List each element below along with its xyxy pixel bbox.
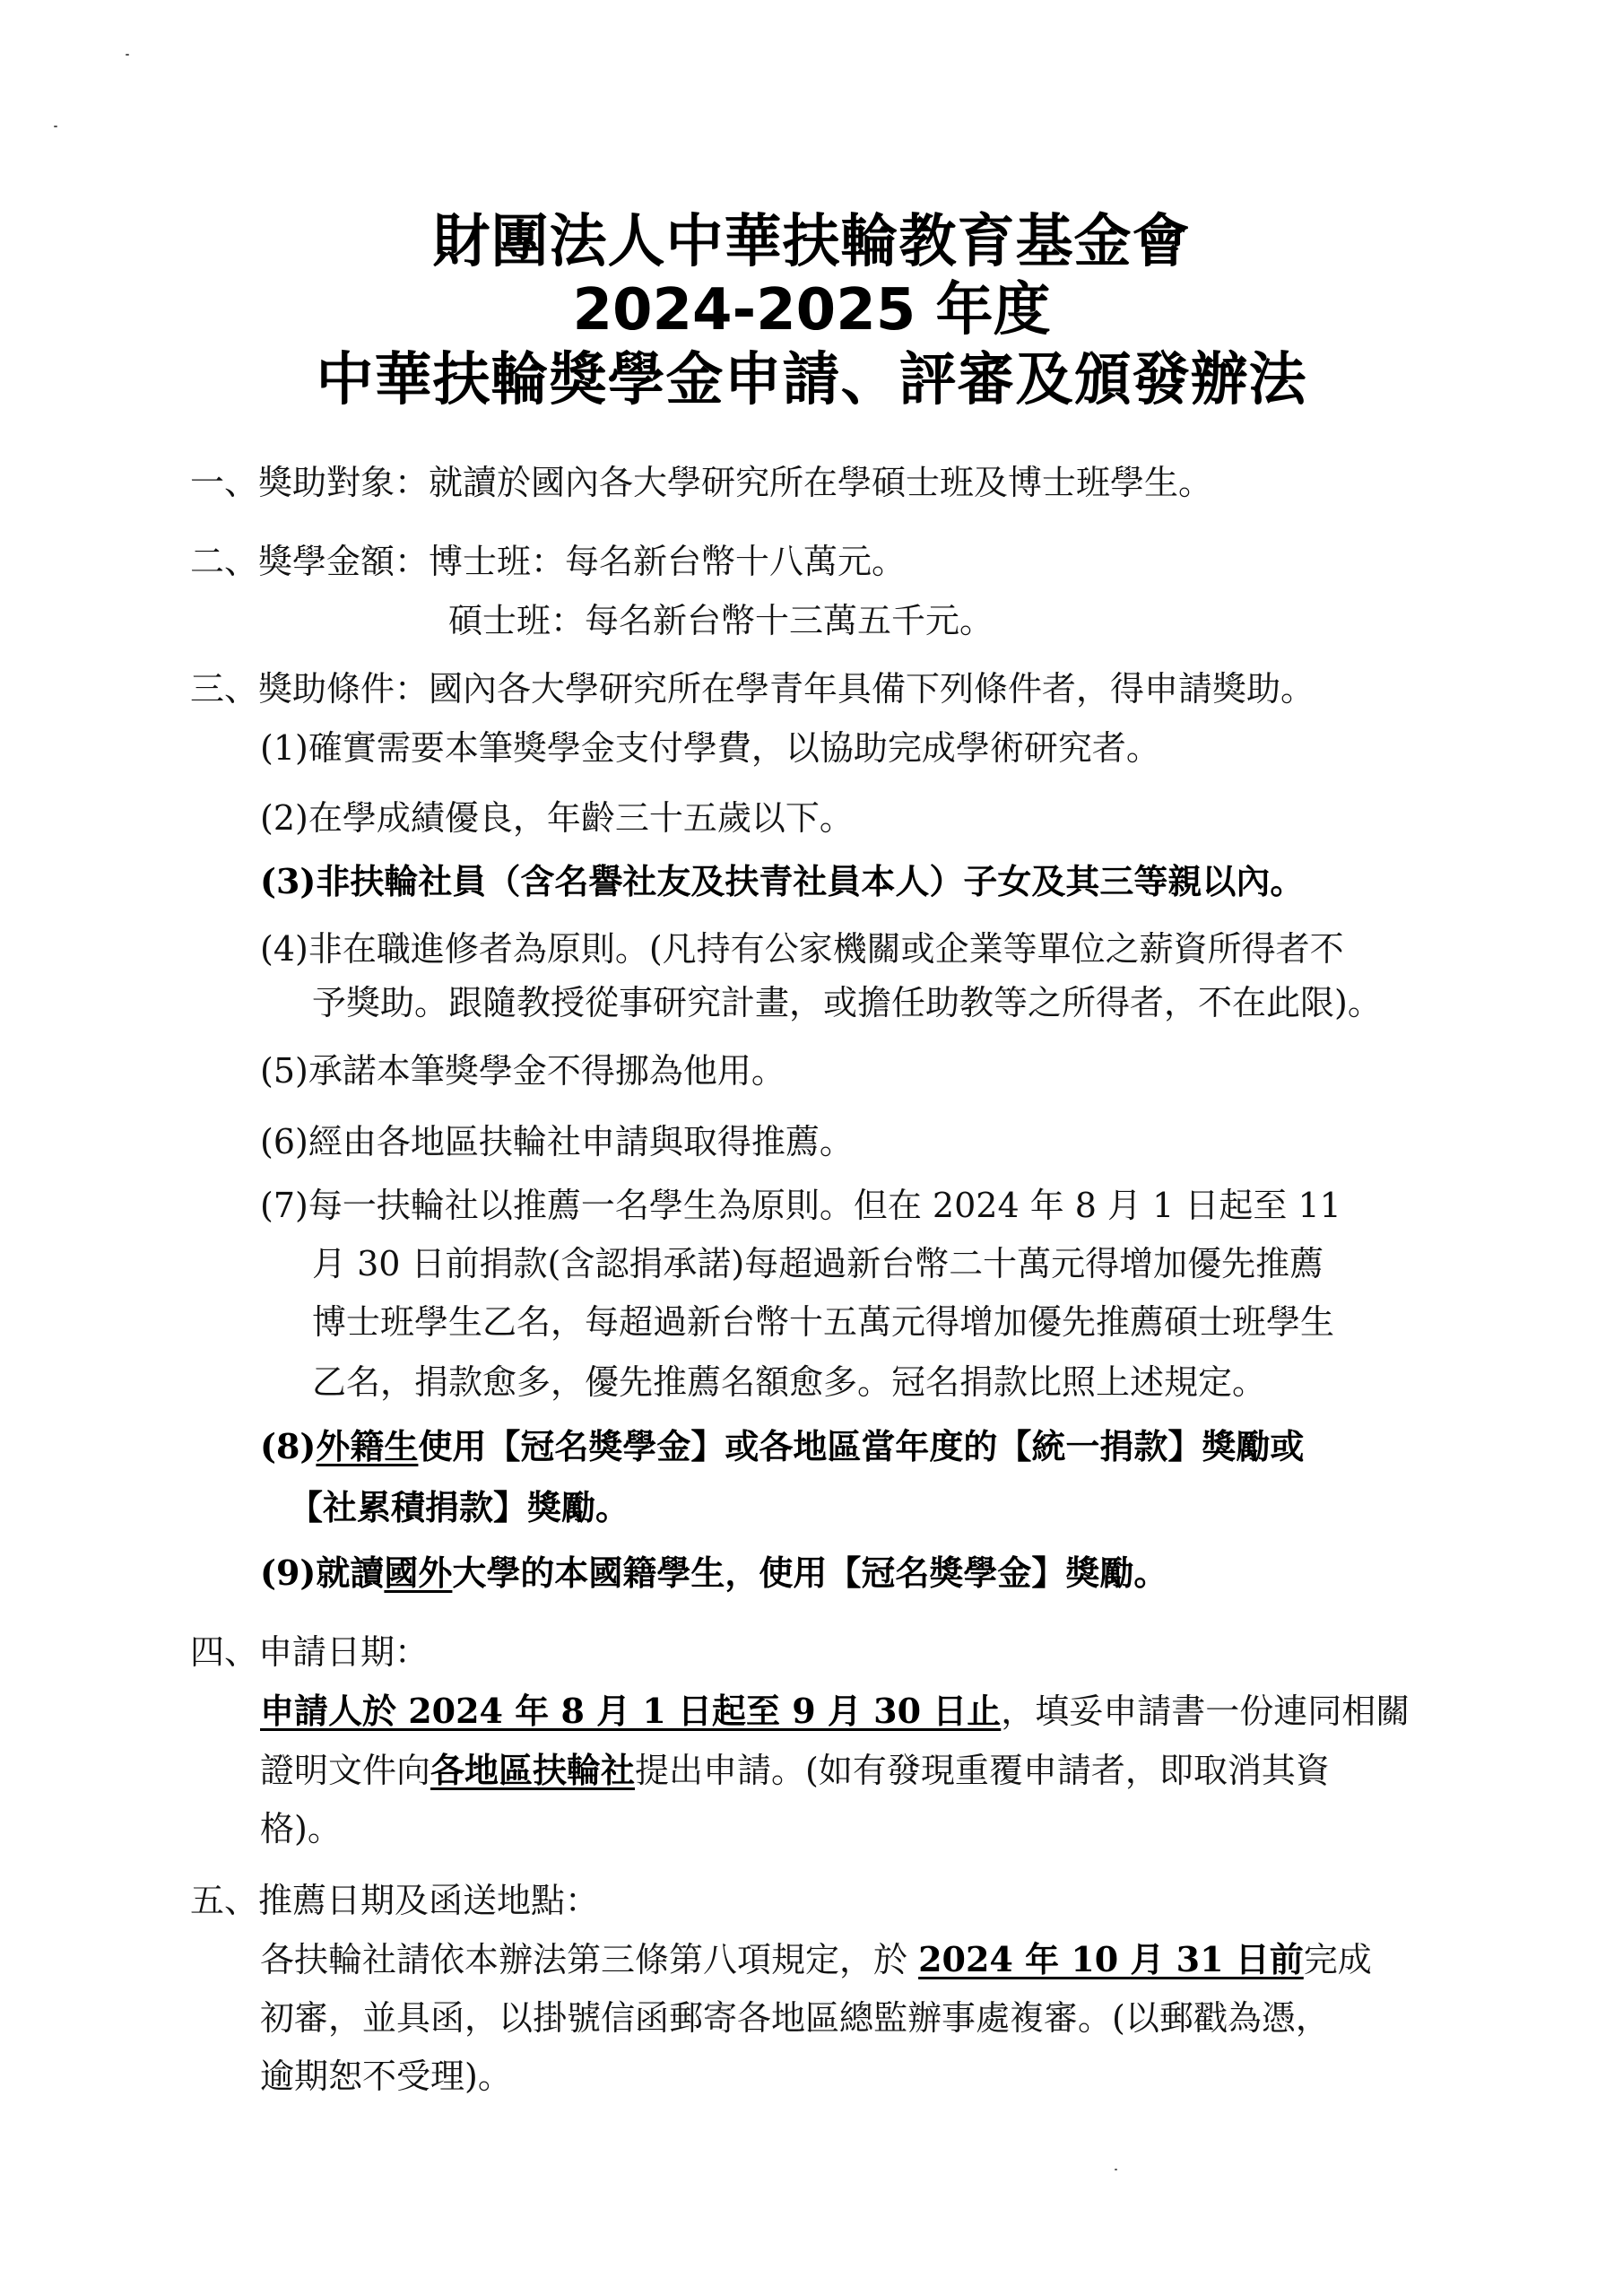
section-label: 一、獎助對象： bbox=[190, 463, 430, 502]
application-text-prefix: 證明文件向 bbox=[260, 1751, 431, 1790]
condition-9-prefix: (9)就讀 bbox=[260, 1552, 385, 1593]
foreign-student-emphasis: 外籍生 bbox=[316, 1426, 419, 1466]
condition-7-line-3: 博士班學生乙名，每超過新台幣十五萬元得增加優先推薦碩士班學生 bbox=[312, 1302, 1335, 1342]
condition-8-number: (8) bbox=[260, 1426, 317, 1466]
recommendation-text-rest: 完成 bbox=[1303, 1940, 1372, 1979]
title-year: 2024-2025 年度 bbox=[572, 277, 1051, 344]
section-eligibility bbox=[190, 465, 1212, 500]
section-conditions bbox=[190, 669, 1315, 709]
section-application-date: 四、申請日期： bbox=[190, 1632, 430, 1672]
amount-master: 碩士班：每名新台幣十三萬五千元。 bbox=[448, 601, 994, 640]
condition-4-line-1: (4)非在職進修者為原則。(凡持有公家機關或企業等單位之薪資所得者不 bbox=[260, 929, 1344, 969]
condition-7-line-2: 月 30 日前捐款(含認捐承諾)每超過新台幣二十萬元得增加優先推薦 bbox=[312, 1244, 1324, 1283]
recommendation-text-prefix: 各扶輪社請依本辦法第三條第八項規定，於 bbox=[260, 1940, 919, 1979]
title-organization: 財團法人中華扶輪教育基金會 bbox=[432, 209, 1191, 275]
application-date-line-1 bbox=[260, 1691, 1410, 1731]
conditions-intro: 國內各大學研究所在學青年具備下列條件者，得申請獎助。 bbox=[429, 669, 1315, 709]
condition-9-text: 大學的本國籍學生，使用【冠名獎學金】獎勵。 bbox=[452, 1552, 1168, 1593]
condition-9 bbox=[260, 1552, 1168, 1593]
condition-7-line-1: (7)每一扶輪社以推薦一名學生為原則。但在 2024 年 8 月 1 日起至 11 bbox=[260, 1186, 1341, 1225]
recommendation-line-1 bbox=[260, 1939, 1372, 1979]
application-date-line-2 bbox=[260, 1750, 1330, 1790]
recommendation-line-2: 初審，並具函，以掛號信函郵寄各地區總監辦事處複審。(以郵戳為憑， bbox=[260, 1998, 1330, 2038]
application-text-rest: 提出申請。(如有發現重覆申請者，即取消其資 bbox=[635, 1751, 1330, 1790]
application-text: ，填妥申請書一份連同相關 bbox=[1001, 1692, 1410, 1731]
scan-speck bbox=[1115, 2169, 1117, 2170]
overseas-emphasis: 國外 bbox=[384, 1552, 453, 1593]
amount-phd: 博士班：每名新台幣十八萬元。 bbox=[429, 542, 907, 581]
application-period: 申請人於 2024 年 8 月 1 日起至 9 月 30 日止 bbox=[260, 1691, 1002, 1731]
condition-8-line-1 bbox=[260, 1426, 1305, 1466]
condition-1: (1)確實需要本筆獎學金支付學費，以協助完成學術研究者。 bbox=[260, 728, 1160, 768]
section-amount bbox=[190, 542, 907, 581]
condition-3: (3)非扶輪社員（含名譽社友及扶青社員本人）子女及其三等親以內。 bbox=[260, 861, 1305, 901]
section-label: 三、獎助條件： bbox=[190, 669, 430, 709]
condition-4-line-2: 予獎助。跟隨教授從事研究計畫，或擔任助教等之所得者，不在此限)。 bbox=[312, 983, 1382, 1022]
local-rotary-clubs: 各地區扶輪社 bbox=[430, 1750, 636, 1790]
condition-2: (2)在學成績優良，年齡三十五歲以下。 bbox=[260, 798, 854, 838]
condition-8-line-2: 【社累積捐款】獎勵。 bbox=[289, 1487, 630, 1527]
application-date-line-3: 格)。 bbox=[260, 1809, 342, 1848]
recommendation-line-3: 逾期恕不受理)。 bbox=[260, 2057, 512, 2096]
condition-8-text: 使用【冠名獎學金】或各地區當年度的【統一捐款】獎勵或 bbox=[418, 1426, 1305, 1466]
condition-6: (6)經由各地區扶輪社申請與取得推薦。 bbox=[260, 1122, 854, 1161]
section-recommendation: 五、推薦日期及函送地點： bbox=[190, 1881, 600, 1920]
recommendation-deadline: 2024 年 10 月 31 日前 bbox=[918, 1939, 1304, 1979]
condition-7-line-4: 乙名，捐款愈多，優先推薦名額愈多。冠名捐款比照上述規定。 bbox=[312, 1362, 1267, 1402]
section-label: 二、獎學金額： bbox=[190, 542, 430, 581]
scan-speck bbox=[126, 54, 129, 56]
scan-speck bbox=[54, 126, 57, 127]
title-regulation: 中華扶輪獎學金申請、評審及頒發辦法 bbox=[316, 347, 1307, 413]
section-text: 就讀於國內各大學研究所在學碩士班及博士班學生。 bbox=[429, 463, 1213, 502]
condition-5: (5)承諾本筆獎學金不得挪為他用。 bbox=[260, 1051, 785, 1091]
